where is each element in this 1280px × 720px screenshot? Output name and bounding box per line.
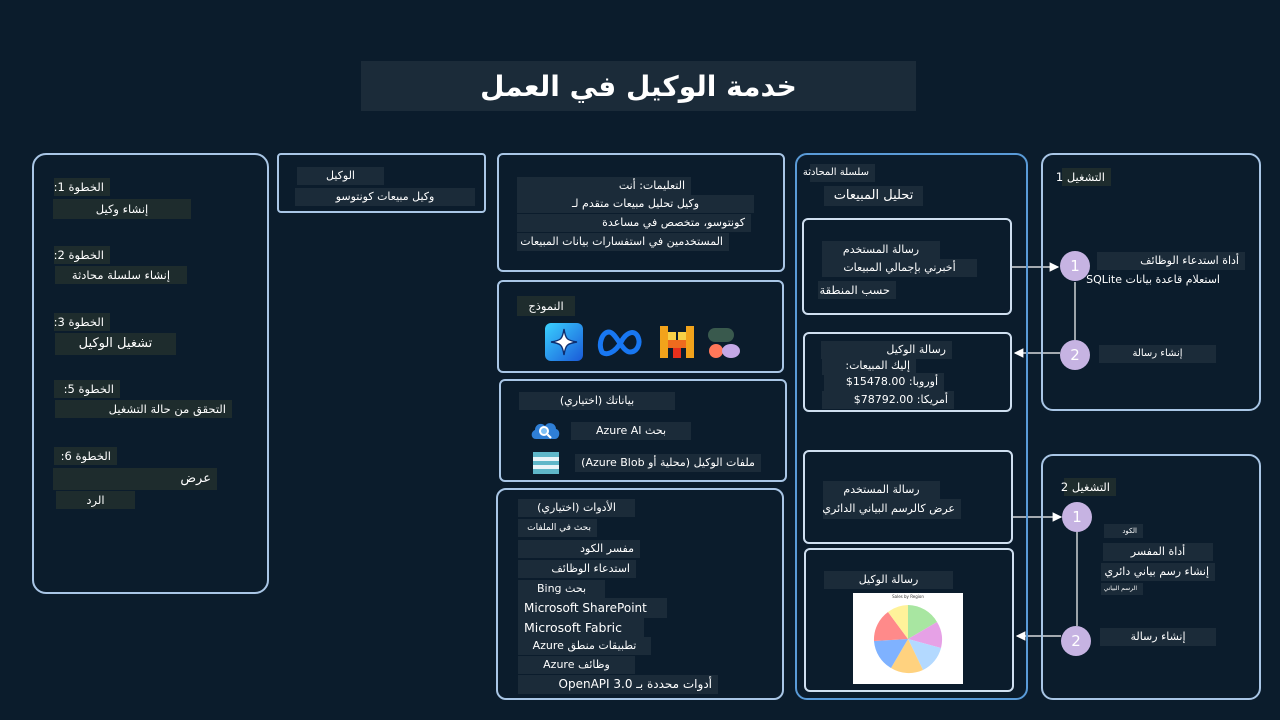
thread-name: تحليل المبيعات [824,186,923,206]
step-6-text-1: عرض [53,468,217,490]
tool-item: أدوات محددة بـ OpenAPI 3.0 [518,675,718,694]
model-label: النموذج [517,296,575,316]
instructions-line-3: كونتوسو، متخصص في مساعدة [517,214,751,232]
tool-item: Microsoft Fabric [518,618,644,638]
tool-item: استدعاء الوظائف [518,560,636,578]
run-2-tool-desc-2: الرسم البياني [1101,583,1143,595]
step-3-text: تشغيل الوكيل [55,333,176,355]
cohere-icon [706,327,742,359]
user-message-2-label: رسالة المستخدم [823,481,940,499]
step-1-label: الخطوة 1: [54,178,110,196]
run-2-create-message: إنشاء رسالة [1100,628,1216,646]
run-2-tool-label: أداة المفسر [1103,543,1213,561]
meta-icon [597,326,643,358]
tool-item: Microsoft SharePoint [518,598,667,618]
run-1-tool-label: أداة استدعاء الوظائف [1097,252,1245,270]
data-files: ملفات الوكيل (محلية أو Azure Blob) [575,454,761,472]
agent-label: الوكيل [297,167,384,185]
tool-item: وظائف Azure [518,656,635,674]
data-search: بحث Azure AI [571,422,691,440]
run-1-create-message: إنشاء رسالة [1099,345,1216,363]
data-label: بياناتك (اختياري) [519,392,675,410]
run-2-step-1-badge: 1 [1062,502,1092,532]
tool-item: مفسر الكود [518,540,640,558]
copilot-icon [544,322,584,362]
step-6-text-2: الرد [56,491,135,509]
blob-storage-icon [532,451,560,475]
step-1-text: إنشاء وكيل [53,199,191,219]
run-1-tool-desc: استعلام قاعدة بيانات SQLite [1086,273,1220,286]
agent-message-1-line-2: أوروبا: 15478.00$ [824,373,944,391]
instructions-line-1: التعليمات: أنت [517,177,691,195]
run-1-step-1-badge: 1 [1060,251,1090,281]
pie-chart-thumbnail [853,593,963,684]
step-2-text: إنشاء سلسلة محادثة [55,266,187,284]
thread-label: سلسلة المحادثة [810,164,875,182]
user-message-1-label: رسالة المستخدم [822,241,940,259]
instructions-line-4: المستخدمين في استفسارات بيانات المبيعات [517,233,729,251]
step-6-label: الخطوة 6: [54,447,117,465]
agent-message-1-label: رسالة الوكيل [821,341,952,359]
tool-item: تطبيقات منطق Azure [518,637,651,655]
run-2-code: الكود [1104,524,1143,538]
mistral-icon [659,325,695,359]
run-2-tool-desc: إنشاء رسم بياني دائري [1101,563,1215,581]
user-message-2-line-1: عرض كالرسم البياني الدائري [823,499,961,519]
tool-item: بحث في الملفات [518,519,597,537]
user-message-1-line-1: أخبرني بإجمالي المبيعات [822,259,977,277]
azure-search-icon [529,417,561,443]
page-title: خدمة الوكيل في العمل [361,61,916,111]
run-1-step-2-badge: 2 [1060,340,1090,370]
agent-message-2-label: رسالة الوكيل [824,571,953,589]
run-2-label: التشغيل 2 [1064,478,1116,496]
run-1-label: التشغيل 1 [1062,168,1111,186]
pie-chart [853,593,963,684]
step-5-label: الخطوة 5: [54,380,120,398]
steps-panel [32,153,269,594]
tools-label: الأدوات (اختياري) [518,499,635,517]
instructions-line-2: وكيل تحليل مبيعات متقدم لـ [517,195,754,213]
step-2-label: الخطوة 2: [54,246,110,264]
step-5-text: التحقق من حالة التشغيل [55,400,232,418]
run-2-step-2-badge: 2 [1061,626,1091,656]
pie-chart-title: Sales by Region [892,594,924,599]
user-message-1-line-2: حسب المنطقة [818,281,896,299]
agent-name: وكيل مبيعات كونتوسو [295,188,475,206]
agent-message-1-line-1: إليك المبيعات: [822,357,916,375]
agent-message-1-line-3: أمريكا: 78792.00$ [822,391,954,409]
step-3-label: الخطوة 3: [54,313,110,331]
tool-item: بحث Bing [518,580,605,598]
